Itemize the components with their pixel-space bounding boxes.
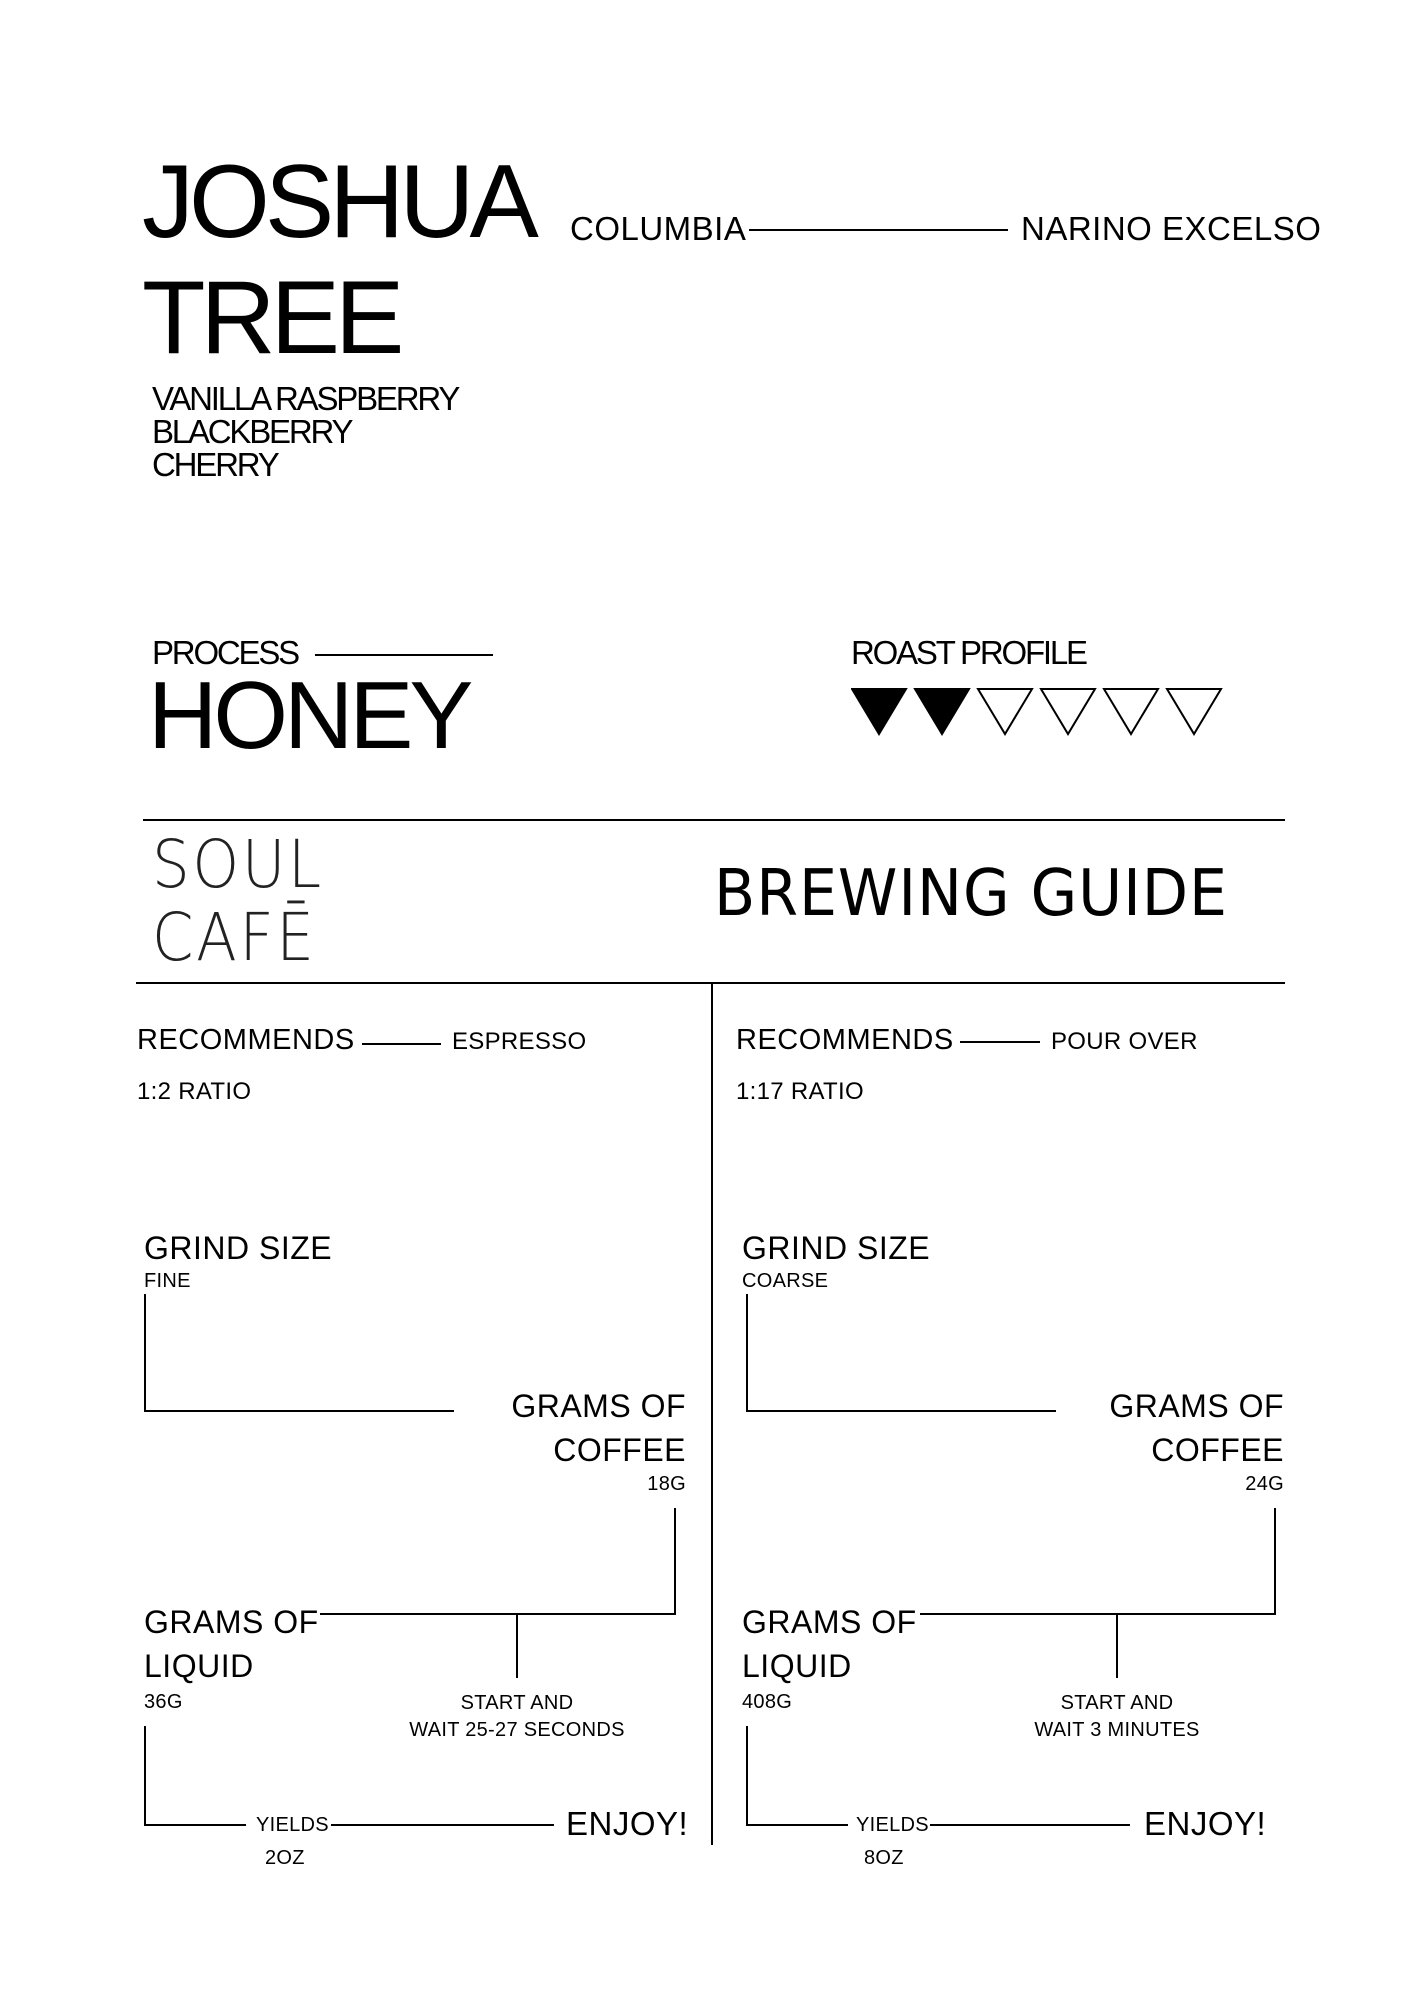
flow-line [144, 1410, 454, 1412]
process-label: PROCESS [152, 634, 298, 671]
grind-size-value: FINE [144, 1270, 191, 1292]
wait-line2: WAIT 3 MINUTES [1034, 1719, 1200, 1741]
coffee-name-line2: TREE [142, 260, 400, 376]
roast-triangle-filled-icon [852, 689, 906, 734]
flavor-note: CHERRY [152, 446, 278, 483]
flow-line [320, 1613, 676, 1615]
wait-line1: START AND [1060, 1692, 1174, 1714]
process-value: HONEY [148, 662, 470, 769]
yields-value: 2OZ [265, 1847, 305, 1869]
coffee-grams-label: COFFEE [1151, 1432, 1284, 1468]
liquid-grams-label: GRAMS OF [144, 1604, 319, 1640]
top-rule [143, 819, 1285, 821]
flow-line [144, 1294, 146, 1412]
flow-line [331, 1824, 554, 1826]
liquid-grams-label: LIQUID [742, 1648, 852, 1684]
guide-title: BREWING GUIDE [714, 857, 1229, 931]
coffee-grams-value: 18G [647, 1473, 686, 1495]
origin-region: NARINO EXCELSO [1021, 210, 1322, 247]
grind-size-label: GRIND SIZE [742, 1230, 931, 1266]
origin-connector-line [749, 229, 1008, 231]
grind-size-label: GRIND SIZE [144, 1230, 333, 1266]
liquid-grams-label: GRAMS OF [742, 1604, 917, 1640]
enjoy-text: ENJOY! [566, 1805, 689, 1842]
brew-ratio: 1:2 RATIO [137, 1078, 252, 1105]
coffee-name-line1: JOSHUA [142, 144, 534, 260]
flow-line [144, 1726, 146, 1826]
coffee-grams-label: COFFEE [553, 1432, 686, 1468]
recommends-label: RECOMMENDS [137, 1024, 355, 1056]
wait-line2: WAIT 25-27 SECONDS [409, 1719, 625, 1741]
roast-triangle-empty-icon [978, 689, 1032, 734]
wait-line1: START AND [460, 1692, 574, 1714]
flow-line [516, 1613, 518, 1678]
flow-line [746, 1294, 748, 1412]
column-divider [711, 983, 713, 1845]
flow-line [930, 1824, 1130, 1826]
brand-logo-line1: SOUL [152, 826, 324, 903]
flow-line [746, 1726, 748, 1826]
flow-line [920, 1613, 1276, 1615]
yields-label: YIELDS [856, 1814, 929, 1836]
brew-method: POUR OVER [1051, 1028, 1198, 1055]
recommends-line [362, 1043, 441, 1045]
flow-line [746, 1824, 848, 1826]
origin-country: COLUMBIA [570, 210, 747, 247]
flow-line [144, 1824, 246, 1826]
roast-triangle-empty-icon [1104, 689, 1158, 734]
recommends-line [960, 1041, 1040, 1043]
flavor-note: BLACKBERRY [152, 413, 352, 450]
coffee-grams-label: GRAMS OF [511, 1388, 686, 1424]
roast-profile-label: ROAST PROFILE [851, 634, 1086, 671]
roast-level-indicator [851, 688, 1227, 736]
coffee-grams-label: GRAMS OF [1109, 1388, 1284, 1424]
flow-line [1116, 1613, 1118, 1678]
liquid-grams-value: 36G [144, 1691, 183, 1713]
wait-instruction [986, 1690, 1248, 1744]
roast-triangle-empty-icon [1041, 689, 1095, 734]
liquid-grams-label: LIQUID [144, 1648, 254, 1684]
flow-line [1274, 1508, 1276, 1615]
recommends-label: RECOMMENDS [736, 1024, 954, 1056]
liquid-grams-value: 408G [742, 1691, 793, 1713]
coffee-grams-value: 24G [1245, 1473, 1284, 1495]
yields-value: 8OZ [864, 1847, 904, 1869]
flavor-note: VANILLA RASPBERRY [152, 380, 459, 417]
flow-line [746, 1410, 1056, 1412]
wait-instruction [386, 1690, 648, 1744]
flow-line [674, 1508, 676, 1615]
enjoy-text: ENJOY! [1144, 1805, 1267, 1842]
yields-label: YIELDS [256, 1814, 329, 1836]
roast-triangle-empty-icon [1167, 689, 1221, 734]
process-line [315, 654, 493, 656]
brew-ratio: 1:17 RATIO [736, 1078, 864, 1105]
grind-size-value: COARSE [742, 1270, 829, 1292]
brew-method: ESPRESSO [452, 1028, 587, 1055]
roast-triangle-filled-icon [915, 689, 969, 734]
brand-logo-line2: CAFĒ [152, 899, 317, 976]
